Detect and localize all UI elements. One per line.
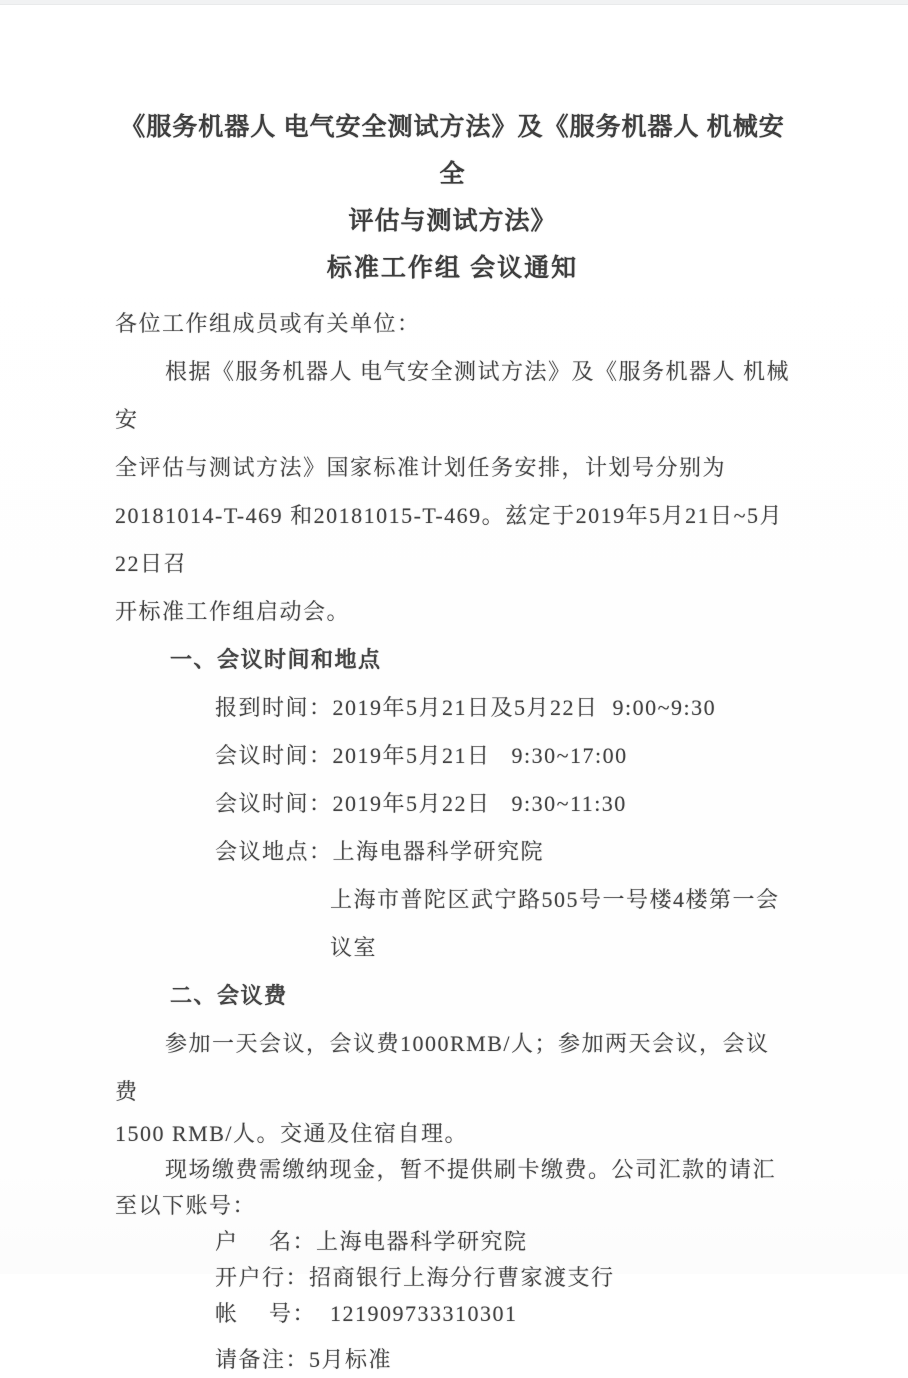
document-title — [115, 104, 790, 245]
meeting-time-line-day2: 会议时间：2019年5月22日 9:30~11:30 — [215, 791, 627, 816]
payment-line-1: 现场缴费需缴纳现金，暂不提供刷卡缴费。公司汇款的请汇 — [165, 1157, 777, 1182]
fee-line-1: 参加一天会议，会议费1000RMB/人；参加两天会议，会议费 — [115, 1031, 770, 1104]
registration-time-line: 报到时间：2019年5月21日及5月22日 9:00~9:30 — [215, 695, 717, 720]
document-title-line-2: 评估与测试方法》 — [348, 208, 557, 235]
meeting-address-line: 上海市普陀区武宁路505号一号楼4楼第一会议室 — [330, 887, 780, 960]
document-content — [0, 5, 908, 1378]
fee-line-2: 1500 RMB/人。交通及住宿自理。 — [115, 1121, 469, 1146]
intro-line-3: 20181014-T-469 和20181015-T-469。兹定于2019年5月21日~5月22日召 — [115, 503, 784, 576]
document-body — [115, 300, 790, 1378]
document-title-line-1: 《服务机器人 电气安全测试方法》及《服务机器人 机械安全 — [120, 114, 785, 188]
intro-line-4: 开标准工作组启动会。 — [115, 599, 351, 624]
account-memo-line: 请备注：5月标准 — [215, 1347, 393, 1372]
section-heading-fee: 二、会议费 — [170, 983, 288, 1008]
document-subtitle: 标准工作组 会议通知 — [326, 255, 579, 282]
intro-line-1: 根据《服务机器人 电气安全测试方法》及《服务机器人 机械安 — [115, 359, 791, 432]
meeting-time-line-day1: 会议时间：2019年5月21日 9:30~17:00 — [215, 743, 628, 768]
intro-line-2: 全评估与测试方法》国家标准计划任务安排，计划号分别为 — [115, 455, 727, 480]
account-number-line: 帐 号： 121909733310301 — [215, 1301, 518, 1326]
salutation-line: 各位工作组成员或有关单位： — [115, 311, 421, 336]
account-bank-line: 开户行：招商银行上海分行曹家渡支行 — [215, 1265, 615, 1290]
payment-line-2: 至以下账号： — [115, 1193, 257, 1218]
section-heading-time-place: 一、会议时间和地点 — [170, 647, 382, 672]
account-name-line: 户 名：上海电器科学研究院 — [215, 1229, 528, 1254]
meeting-place-line: 会议地点：上海电器科学研究院 — [215, 839, 545, 864]
